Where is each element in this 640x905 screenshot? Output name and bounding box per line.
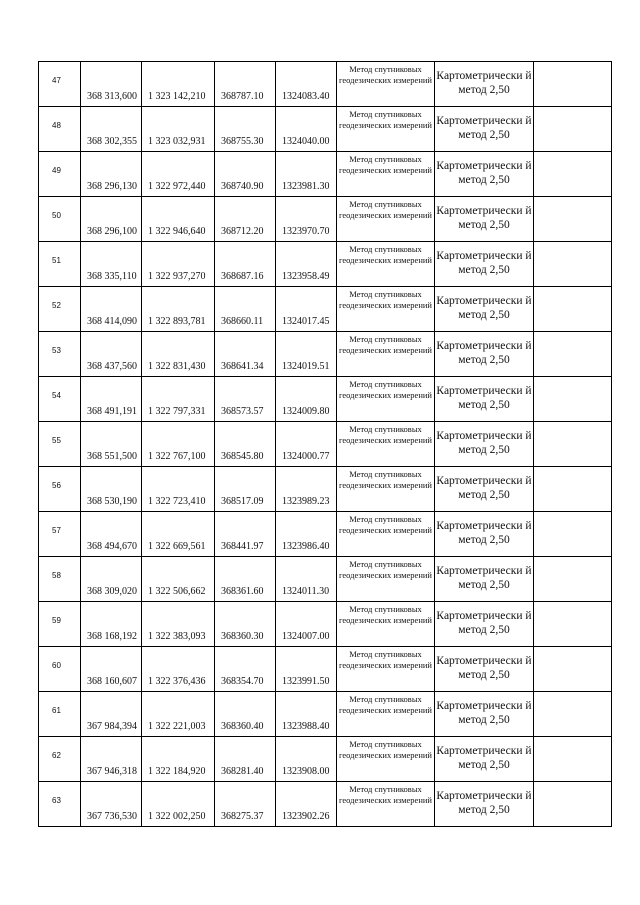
x-coordinate-cell	[81, 647, 142, 692]
table-row	[39, 62, 612, 107]
method-text: Метод спутниковых геодезических измерений	[339, 244, 432, 265]
point-number-text: 49	[52, 166, 61, 175]
x-coordinate-cell	[81, 422, 142, 467]
x-coordinate-cell	[81, 107, 142, 152]
point-number-text: 55	[52, 436, 61, 445]
x-coordinate-cell	[81, 782, 142, 827]
y-coordinate-text: 1 323 142,210	[148, 91, 206, 102]
x-coordinate-new-cell	[215, 287, 276, 332]
point-number-text: 53	[52, 346, 61, 355]
x-coordinate-text: 367 736,530	[87, 811, 137, 822]
x-coordinate-cell	[81, 152, 142, 197]
method-cell	[337, 197, 435, 242]
y-coordinate-text: 1 322 797,331	[148, 406, 206, 417]
point-number-text: 63	[52, 796, 61, 805]
accuracy-cell	[435, 107, 534, 152]
y-coordinate-text: 1 323 032,931	[148, 136, 206, 147]
accuracy-text: Картометрически й метод 2,50	[436, 430, 532, 456]
x-coordinate-text: 368 168,192	[87, 631, 137, 642]
accuracy-cell	[435, 197, 534, 242]
x-coordinate-cell	[81, 692, 142, 737]
point-number-cell	[39, 287, 81, 332]
point-number-cell	[39, 332, 81, 377]
point-number-cell	[39, 62, 81, 107]
y-coordinate-cell	[142, 332, 215, 377]
y-coordinate-new-text: 1323988.40	[282, 721, 330, 732]
x-coordinate-new-cell	[215, 377, 276, 422]
y-coordinate-new-text: 1323991.50	[282, 676, 330, 687]
method-cell	[337, 557, 435, 602]
y-coordinate-new-cell	[276, 692, 337, 737]
y-coordinate-new-cell	[276, 557, 337, 602]
table-row	[39, 782, 612, 827]
y-coordinate-text: 1 322 893,781	[148, 316, 206, 327]
x-coordinate-cell	[81, 287, 142, 332]
empty-cell	[534, 422, 612, 467]
y-coordinate-new-text: 1323989.23	[282, 496, 330, 507]
y-coordinate-new-text: 1324009.80	[282, 406, 330, 417]
accuracy-cell	[435, 62, 534, 107]
y-coordinate-text: 1 322 376,436	[148, 676, 206, 687]
x-coordinate-new-cell	[215, 647, 276, 692]
y-coordinate-new-cell	[276, 602, 337, 647]
y-coordinate-cell	[142, 557, 215, 602]
y-coordinate-text: 1 322 946,640	[148, 226, 206, 237]
method-text: Метод спутниковых геодезических измерений	[339, 649, 432, 670]
y-coordinate-text: 1 322 002,250	[148, 811, 206, 822]
y-coordinate-cell	[142, 62, 215, 107]
x-coordinate-cell	[81, 602, 142, 647]
empty-cell	[534, 737, 612, 782]
table-row	[39, 107, 612, 152]
x-coordinate-new-text: 368275.37	[221, 811, 264, 822]
y-coordinate-new-text: 1324017.45	[282, 316, 330, 327]
y-coordinate-new-text: 1324011.30	[282, 586, 330, 597]
point-number-text: 48	[52, 121, 61, 130]
accuracy-cell	[435, 512, 534, 557]
y-coordinate-new-text: 1324040.00	[282, 136, 330, 147]
table-row	[39, 737, 612, 782]
method-text: Метод спутниковых геодезических измерений	[339, 199, 432, 220]
accuracy-text: Картометрически й метод 2,50	[436, 115, 532, 141]
x-coordinate-new-text: 368361.60	[221, 586, 264, 597]
method-cell	[337, 107, 435, 152]
table-row	[39, 422, 612, 467]
empty-cell	[534, 377, 612, 422]
empty-cell	[534, 602, 612, 647]
method-text: Метод спутниковых геодезических измерений	[339, 559, 432, 580]
x-coordinate-new-cell	[215, 467, 276, 512]
method-cell	[337, 467, 435, 512]
x-coordinate-text: 367 946,318	[87, 766, 137, 777]
empty-cell	[534, 467, 612, 512]
point-number-text: 52	[52, 301, 61, 310]
x-coordinate-cell	[81, 737, 142, 782]
x-coordinate-new-text: 368573.57	[221, 406, 264, 417]
table-row	[39, 512, 612, 557]
y-coordinate-new-text: 1323908.00	[282, 766, 330, 777]
y-coordinate-text: 1 322 383,093	[148, 631, 206, 642]
y-coordinate-new-text: 1323970.70	[282, 226, 330, 237]
point-number-cell	[39, 737, 81, 782]
method-text: Метод спутниковых геодезических измерений	[339, 289, 432, 310]
method-text: Метод спутниковых геодезических измерений	[339, 604, 432, 625]
x-coordinate-new-text: 368360.40	[221, 721, 264, 732]
method-text: Метод спутниковых геодезических измерений	[339, 64, 432, 85]
x-coordinate-cell	[81, 377, 142, 422]
y-coordinate-cell	[142, 152, 215, 197]
y-coordinate-new-cell	[276, 332, 337, 377]
table-row	[39, 377, 612, 422]
y-coordinate-new-text: 1324019.51	[282, 361, 330, 372]
method-cell	[337, 512, 435, 557]
accuracy-text: Картометрически й метод 2,50	[436, 475, 532, 501]
x-coordinate-new-cell	[215, 422, 276, 467]
x-coordinate-text: 367 984,394	[87, 721, 137, 732]
point-number-cell	[39, 647, 81, 692]
accuracy-text: Картометрически й метод 2,50	[436, 520, 532, 546]
accuracy-cell	[435, 647, 534, 692]
accuracy-cell	[435, 557, 534, 602]
empty-cell	[534, 197, 612, 242]
y-coordinate-new-text: 1323981.30	[282, 181, 330, 192]
method-cell	[337, 422, 435, 467]
accuracy-cell	[435, 782, 534, 827]
method-text: Метод спутниковых геодезических измерений	[339, 514, 432, 535]
empty-cell	[534, 107, 612, 152]
method-text: Метод спутниковых геодезических измерений	[339, 739, 432, 760]
table-row	[39, 287, 612, 332]
method-text: Метод спутниковых геодезических измерений	[339, 154, 432, 175]
point-number-text: 61	[52, 706, 61, 715]
method-text: Метод спутниковых геодезических измерений	[339, 469, 432, 490]
accuracy-text: Картометрически й метод 2,50	[436, 610, 532, 636]
x-coordinate-new-text: 368360.30	[221, 631, 264, 642]
y-coordinate-cell	[142, 692, 215, 737]
accuracy-text: Картометрически й метод 2,50	[436, 160, 532, 186]
x-coordinate-cell	[81, 467, 142, 512]
point-number-text: 62	[52, 751, 61, 760]
accuracy-cell	[435, 602, 534, 647]
y-coordinate-new-cell	[276, 647, 337, 692]
x-coordinate-new-text: 368712.20	[221, 226, 264, 237]
x-coordinate-text: 368 309,020	[87, 586, 137, 597]
y-coordinate-cell	[142, 512, 215, 557]
accuracy-text: Картометрически й метод 2,50	[436, 340, 532, 366]
method-cell	[337, 152, 435, 197]
x-coordinate-new-cell	[215, 107, 276, 152]
point-number-cell	[39, 152, 81, 197]
y-coordinate-text: 1 322 669,561	[148, 541, 206, 552]
y-coordinate-cell	[142, 197, 215, 242]
table-row	[39, 557, 612, 602]
y-coordinate-text: 1 322 831,430	[148, 361, 206, 372]
y-coordinate-cell	[142, 737, 215, 782]
y-coordinate-cell	[142, 422, 215, 467]
y-coordinate-new-cell	[276, 287, 337, 332]
y-coordinate-cell	[142, 602, 215, 647]
y-coordinate-cell	[142, 107, 215, 152]
y-coordinate-cell	[142, 287, 215, 332]
accuracy-text: Картометрически й метод 2,50	[436, 745, 532, 771]
empty-cell	[534, 62, 612, 107]
accuracy-text: Картометрически й метод 2,50	[436, 655, 532, 681]
accuracy-text: Картометрически й метод 2,50	[436, 565, 532, 591]
method-cell	[337, 62, 435, 107]
y-coordinate-cell	[142, 467, 215, 512]
table-row	[39, 467, 612, 512]
y-coordinate-new-cell	[276, 782, 337, 827]
x-coordinate-new-cell	[215, 782, 276, 827]
x-coordinate-new-cell	[215, 737, 276, 782]
accuracy-cell	[435, 287, 534, 332]
point-number-text: 57	[52, 526, 61, 535]
point-number-cell	[39, 512, 81, 557]
y-coordinate-new-cell	[276, 422, 337, 467]
table-body	[39, 62, 612, 827]
accuracy-text: Картометрически й метод 2,50	[436, 700, 532, 726]
y-coordinate-text: 1 322 506,662	[148, 586, 206, 597]
x-coordinate-new-cell	[215, 332, 276, 377]
empty-cell	[534, 512, 612, 557]
x-coordinate-new-cell	[215, 152, 276, 197]
method-cell	[337, 737, 435, 782]
accuracy-text: Картометрически й метод 2,50	[436, 385, 532, 411]
y-coordinate-new-cell	[276, 242, 337, 287]
y-coordinate-text: 1 322 972,440	[148, 181, 206, 192]
x-coordinate-new-text: 368755.30	[221, 136, 264, 147]
x-coordinate-new-cell	[215, 197, 276, 242]
accuracy-cell	[435, 242, 534, 287]
y-coordinate-new-text: 1323902.26	[282, 811, 330, 822]
x-coordinate-new-text: 368517.09	[221, 496, 264, 507]
y-coordinate-new-cell	[276, 737, 337, 782]
x-coordinate-new-cell	[215, 692, 276, 737]
y-coordinate-new-cell	[276, 107, 337, 152]
empty-cell	[534, 152, 612, 197]
x-coordinate-text: 368 313,600	[87, 91, 137, 102]
method-cell	[337, 782, 435, 827]
point-number-cell	[39, 602, 81, 647]
x-coordinate-text: 368 437,560	[87, 361, 137, 372]
point-number-cell	[39, 692, 81, 737]
x-coordinate-text: 368 530,190	[87, 496, 137, 507]
accuracy-text: Картометрически й метод 2,50	[436, 790, 532, 816]
x-coordinate-text: 368 302,355	[87, 136, 137, 147]
x-coordinate-text: 368 551,500	[87, 451, 137, 462]
accuracy-cell	[435, 737, 534, 782]
y-coordinate-cell	[142, 647, 215, 692]
accuracy-cell	[435, 422, 534, 467]
method-text: Метод спутниковых геодезических измерений	[339, 694, 432, 715]
table-row	[39, 197, 612, 242]
x-coordinate-new-cell	[215, 242, 276, 287]
x-coordinate-cell	[81, 62, 142, 107]
empty-cell	[534, 332, 612, 377]
empty-cell	[534, 692, 612, 737]
accuracy-text: Картометрически й метод 2,50	[436, 205, 532, 231]
x-coordinate-new-text: 368660.11	[221, 316, 264, 327]
coordinates-table	[38, 61, 612, 827]
method-cell	[337, 242, 435, 287]
x-coordinate-new-text: 368740.90	[221, 181, 264, 192]
point-number-cell	[39, 197, 81, 242]
method-cell	[337, 602, 435, 647]
point-number-text: 54	[52, 391, 61, 400]
method-text: Метод спутниковых геодезических измерений	[339, 379, 432, 400]
x-coordinate-text: 368 494,670	[87, 541, 137, 552]
x-coordinate-cell	[81, 242, 142, 287]
x-coordinate-text: 368 491,191	[87, 406, 137, 417]
y-coordinate-new-text: 1324000.77	[282, 451, 330, 462]
empty-cell	[534, 647, 612, 692]
point-number-cell	[39, 782, 81, 827]
y-coordinate-text: 1 322 723,410	[148, 496, 206, 507]
table-row	[39, 602, 612, 647]
x-coordinate-new-cell	[215, 602, 276, 647]
table-row	[39, 692, 612, 737]
point-number-text: 50	[52, 211, 61, 220]
y-coordinate-new-text: 1323958.49	[282, 271, 330, 282]
x-coordinate-new-text: 368545.80	[221, 451, 264, 462]
x-coordinate-new-text: 368354.70	[221, 676, 264, 687]
point-number-text: 56	[52, 481, 61, 490]
method-text: Метод спутниковых геодезических измерений	[339, 784, 432, 805]
table-row	[39, 242, 612, 287]
empty-cell	[534, 782, 612, 827]
x-coordinate-cell	[81, 332, 142, 377]
point-number-text: 51	[52, 256, 61, 265]
y-coordinate-new-text: 1323986.40	[282, 541, 330, 552]
point-number-text: 47	[52, 76, 61, 85]
x-coordinate-new-text: 368687.16	[221, 271, 264, 282]
accuracy-text: Картометрически й метод 2,50	[436, 250, 532, 276]
y-coordinate-new-cell	[276, 197, 337, 242]
y-coordinate-new-cell	[276, 62, 337, 107]
accuracy-cell	[435, 692, 534, 737]
method-cell	[337, 332, 435, 377]
x-coordinate-new-text: 368441.97	[221, 541, 264, 552]
point-number-text: 59	[52, 616, 61, 625]
accuracy-cell	[435, 152, 534, 197]
point-number-cell	[39, 557, 81, 602]
point-number-text: 60	[52, 661, 61, 670]
y-coordinate-text: 1 322 937,270	[148, 271, 206, 282]
accuracy-cell	[435, 332, 534, 377]
y-coordinate-text: 1 322 184,920	[148, 766, 206, 777]
x-coordinate-cell	[81, 557, 142, 602]
y-coordinate-new-cell	[276, 467, 337, 512]
x-coordinate-text: 368 296,100	[87, 226, 137, 237]
y-coordinate-cell	[142, 782, 215, 827]
x-coordinate-cell	[81, 197, 142, 242]
y-coordinate-text: 1 322 767,100	[148, 451, 206, 462]
y-coordinate-new-cell	[276, 512, 337, 557]
method-text: Метод спутниковых геодезических измерений	[339, 424, 432, 445]
table-row	[39, 332, 612, 377]
y-coordinate-cell	[142, 377, 215, 422]
table-row	[39, 152, 612, 197]
method-cell	[337, 377, 435, 422]
accuracy-text: Картометрически й метод 2,50	[436, 70, 532, 96]
method-text: Метод спутниковых геодезических измерений	[339, 334, 432, 355]
point-number-cell	[39, 242, 81, 287]
point-number-cell	[39, 377, 81, 422]
point-number-cell	[39, 467, 81, 512]
x-coordinate-cell	[81, 512, 142, 557]
method-cell	[337, 287, 435, 332]
x-coordinate-new-text: 368787.10	[221, 91, 264, 102]
x-coordinate-text: 368 296,130	[87, 181, 137, 192]
y-coordinate-new-cell	[276, 377, 337, 422]
x-coordinate-text: 368 160,607	[87, 676, 137, 687]
method-cell	[337, 692, 435, 737]
x-coordinate-text: 368 335,110	[87, 271, 137, 282]
empty-cell	[534, 557, 612, 602]
y-coordinate-new-text: 1324007.00	[282, 631, 330, 642]
y-coordinate-new-text: 1324083.40	[282, 91, 330, 102]
x-coordinate-new-text: 368281.40	[221, 766, 264, 777]
y-coordinate-new-cell	[276, 152, 337, 197]
empty-cell	[534, 242, 612, 287]
x-coordinate-new-cell	[215, 62, 276, 107]
point-number-text: 58	[52, 571, 61, 580]
x-coordinate-new-text: 368641.34	[221, 361, 264, 372]
x-coordinate-text: 368 414,090	[87, 316, 137, 327]
x-coordinate-new-cell	[215, 512, 276, 557]
method-text: Метод спутниковых геодезических измерений	[339, 109, 432, 130]
table-row	[39, 647, 612, 692]
accuracy-text: Картометрически й метод 2,50	[436, 295, 532, 321]
accuracy-cell	[435, 377, 534, 422]
method-cell	[337, 647, 435, 692]
x-coordinate-new-cell	[215, 557, 276, 602]
y-coordinate-cell	[142, 242, 215, 287]
accuracy-cell	[435, 467, 534, 512]
y-coordinate-text: 1 322 221,003	[148, 721, 206, 732]
empty-cell	[534, 287, 612, 332]
point-number-cell	[39, 107, 81, 152]
point-number-cell	[39, 422, 81, 467]
